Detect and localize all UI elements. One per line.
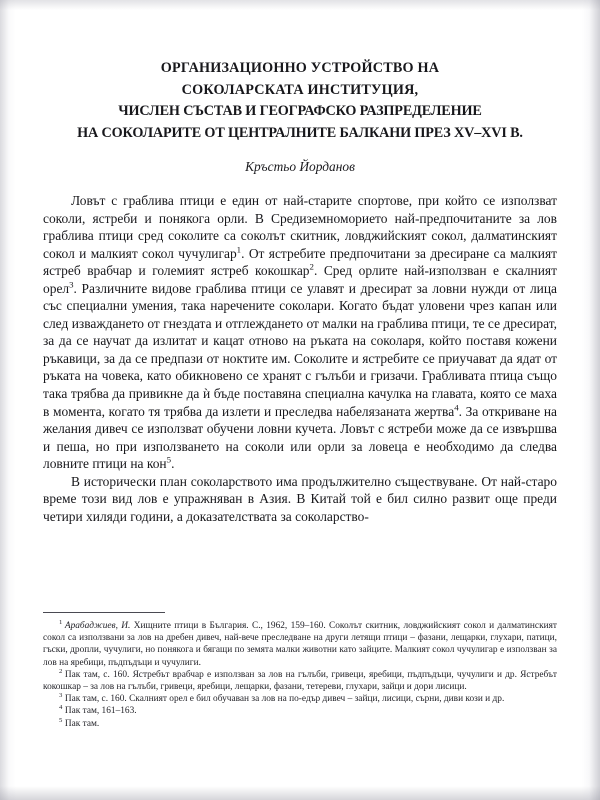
title-line-1: ОРГАНИЗАЦИОННО УСТРОЙСТВО НА xyxy=(160,60,440,76)
footnote-item: $^5$ Пак там. xyxy=(59,716,100,729)
article-title xyxy=(43,58,557,144)
footnote-item: $^3$ Пак там, с. 160. Скалният орел е бил обучаван за лов на по-едър дивеч – зайци, лисици, сърни, диви кози и др. xyxy=(59,692,505,705)
footnotes-section xyxy=(43,612,557,730)
title-line-4: НА СОКОЛАРИТЕ ОТ ЦЕНТРАЛНИТЕ БАЛКАНИ ПРЕЗ XV–XVI В. xyxy=(77,124,523,141)
footnote-separator-rule xyxy=(43,612,165,613)
footnote-item: $^4$ Пак там, 161–163. xyxy=(59,704,137,717)
footnote-item: $^1$ Арабаджиев, И. Хищните птици в България. С., 1962, 159–160. Соколът скитник, ловджийският сокол и далматинският сокол са използвани за лов на дребен дивеч, най-вече преследване на други летящи птици – фазани, лещарки, глухари, патици, гъски, дропли, чучулиги, но понякога и бягащи по земята малки животни като зайците. Малкият сокол чучулигар е използван за лов на яребици, пъдпъдъци и чучулиги. xyxy=(43,618,557,668)
title-line-3: ЧИСЛЕН СЪСТАВ И ГЕОГРАФСКО РАЗПРЕДЕЛЕНИЕ xyxy=(118,103,482,119)
page-content xyxy=(43,0,557,800)
footnote-item: $^2$ Пак там, с. 160. Ястребът врабчар е използван за лов на гълъби, гривеци, яребици, пъдпъдъци, чучулиги и др. Ястребът кокошкар – за лов на гълъби, гривеци, яребици, лещарки, фазани, тетереви, глухари, зайци и дори лисици. xyxy=(43,667,557,693)
body-text xyxy=(43,192,557,525)
paragraph: В исторически план соколарството има продължително съществуване. От най-старо време този вид лов е упражняван в Азия. В Китай той е бил силно развит още преди четири хиляди години, а доказателствата за соколарство- xyxy=(43,473,557,524)
paragraph: Ловът с граблива птици е един от най-старите спортове, при който се използват соколи, ястреби и понякога орли. В Средиземноморието най-предпочитаните за лов граблива птици сред соколите са соколът скитник, ловджийският сокол, далматинският сокол и малкият сокол чучулигар$^1$. От ястребите предпочитани за дресиране са малкият ястреб врабчар и големият ястреб кокошкар$^2$. Сред орлите най-използван е скалният орел$^3$. Различните видове граблива птици се улавят и дресират за ловни нужди от лица със специални умения, така наречените соколари. Когато бъдат уловени чрез капан или след изваждането от гнездата и отглеждането от малки на граблива птици, те се дресират, за да се научат да излитат и кацат отново на ръката на соколаря, който поставя кожени ръкавици, за да се предпази от ноктите им. Соколите и ястребите се приучават да ядат от ръката на човека, като обикновено се хранят с гълъби и гризачи. Грабливата птица също така трябва да привикне да ѝ бъде поставяна специална качулка на главата, която се маха в момента, когато тя трябва да излети и преследва набелязаната жертва$^4$. За откриване на желания дивеч се използват обучени ловни кучета. Ловът с ястреби може да се извършва и пеша, но при използването на соколи или орли за ловеца е необходимо да следва ловните птици на кон$^5$. xyxy=(43,193,558,472)
title-line-2: СОКОЛАРСКАТА ИНСТИТУЦИЯ, xyxy=(181,81,419,98)
author-name: Кръстьо Йорданов xyxy=(245,159,355,174)
